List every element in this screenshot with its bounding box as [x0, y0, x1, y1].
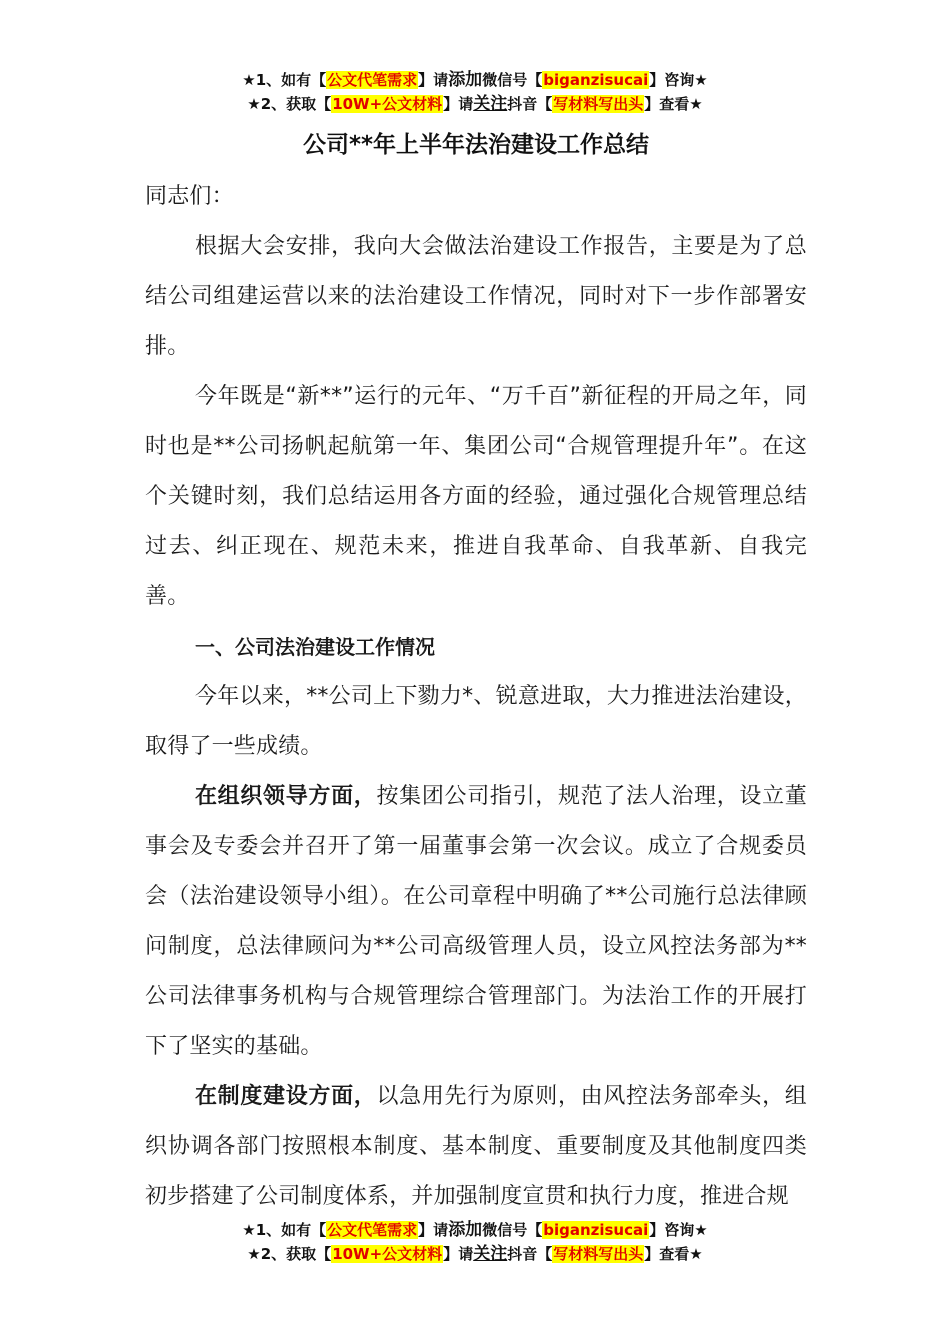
banner-emphasis: 添加 [448, 70, 483, 90]
document-body [145, 122, 807, 1222]
banner-text: ★2、获取【 [247, 1245, 332, 1263]
paragraph-lead: 在组织领导方面， [195, 784, 377, 809]
paragraph-text: 以急用先行为原则，由风控法务部牵头，组织协调各部门按照根本制度、基本制度、重要制度及其他制度四类初步搭建了公司制度体系，并加强制度宣贯和执行力度，推进合规 [145, 1084, 807, 1209]
banner-text: 】请 [418, 1221, 449, 1239]
highlight-materials: 10W+公文材料 [332, 1245, 443, 1263]
highlight-materials: 10W+公文材料 [332, 95, 443, 113]
banner-text: ★2、获取【 [247, 95, 332, 113]
banner-emphasis: 添加 [448, 1220, 483, 1240]
banner-text: 】请 [443, 1245, 474, 1263]
bottom-banner [0, 1218, 950, 1266]
banner-text: ★1、如有【 [242, 71, 327, 89]
paragraph-institution [145, 1072, 807, 1222]
highlight-service: 公文代笔需求 [327, 71, 418, 89]
banner-text: 抖音【 [507, 1245, 553, 1263]
banner-emphasis: 关注 [473, 94, 508, 114]
paragraph-text: 按集团公司指引，规范了法人治理，设立董事会及专委会并召开了第一届董事会第一次会议。成立了合规委员会（法治建设领导小组）。在公司章程中明确了**公司施行总法律顾问制度，总法律顾问为**公司高级管理人员，设立风控法务部为**公司法律事务机构与合规管理综合管理部门。为法治工作的开展打下了坚实的基础。 [145, 784, 807, 1059]
highlight-service: 公文代笔需求 [327, 1221, 418, 1239]
banner-text: 】咨询★ [649, 1221, 708, 1239]
banner-text: 微信号【 [482, 1221, 543, 1239]
banner-text: 】请 [443, 95, 474, 113]
top-banner [0, 68, 950, 116]
banner-line-2 [0, 1242, 950, 1266]
paragraph-intro: 根据大会安排，我向大会做法治建设工作报告，主要是为了总结公司组建运营以来的法治建设工作情况，同时对下一步作部署安排。 [145, 234, 807, 359]
paragraph-lead: 在制度建设方面， [195, 1084, 377, 1109]
banner-text: 微信号【 [482, 71, 543, 89]
banner-text: ★1、如有【 [242, 1221, 327, 1239]
banner-text: 抖音【 [507, 95, 553, 113]
highlight-wechat-id: biganzisucai [543, 1221, 649, 1239]
salutation: 同志们： [145, 184, 234, 209]
banner-emphasis: 关注 [473, 1244, 508, 1264]
banner-line-1 [0, 68, 950, 92]
banner-text: 】请 [418, 71, 449, 89]
paragraph-achievements: 今年以来，**公司上下勠力*、锐意进取，大力推进法治建设，取得了一些成绩。 [145, 684, 807, 759]
document-title: 公司**年上半年法治建设工作总结 [302, 132, 650, 158]
banner-line-2 [0, 92, 950, 116]
highlight-douyin-id: 写材料写出头 [553, 95, 644, 113]
highlight-douyin-id: 写材料写出头 [553, 1245, 644, 1263]
highlight-wechat-id: biganzisucai [543, 71, 649, 89]
banner-text: 】查看★ [644, 95, 703, 113]
banner-text: 】查看★ [644, 1245, 703, 1263]
banner-line-1 [0, 1218, 950, 1242]
banner-text: 】咨询★ [649, 71, 708, 89]
paragraph-organization [145, 772, 807, 1072]
section-heading-1: 一、公司法治建设工作情况 [195, 635, 435, 659]
paragraph-context: 今年既是“新**”运行的元年、“万千百”新征程的开局之年，同时也是**公司扬帆起航第一年、集团公司“合规管理提升年”。在这个关键时刻，我们总结运用各方面的经验，通过强化合规管理总结过去、纠正现在、规范未来，推进自我革命、自我革新、自我完善。 [145, 384, 807, 609]
